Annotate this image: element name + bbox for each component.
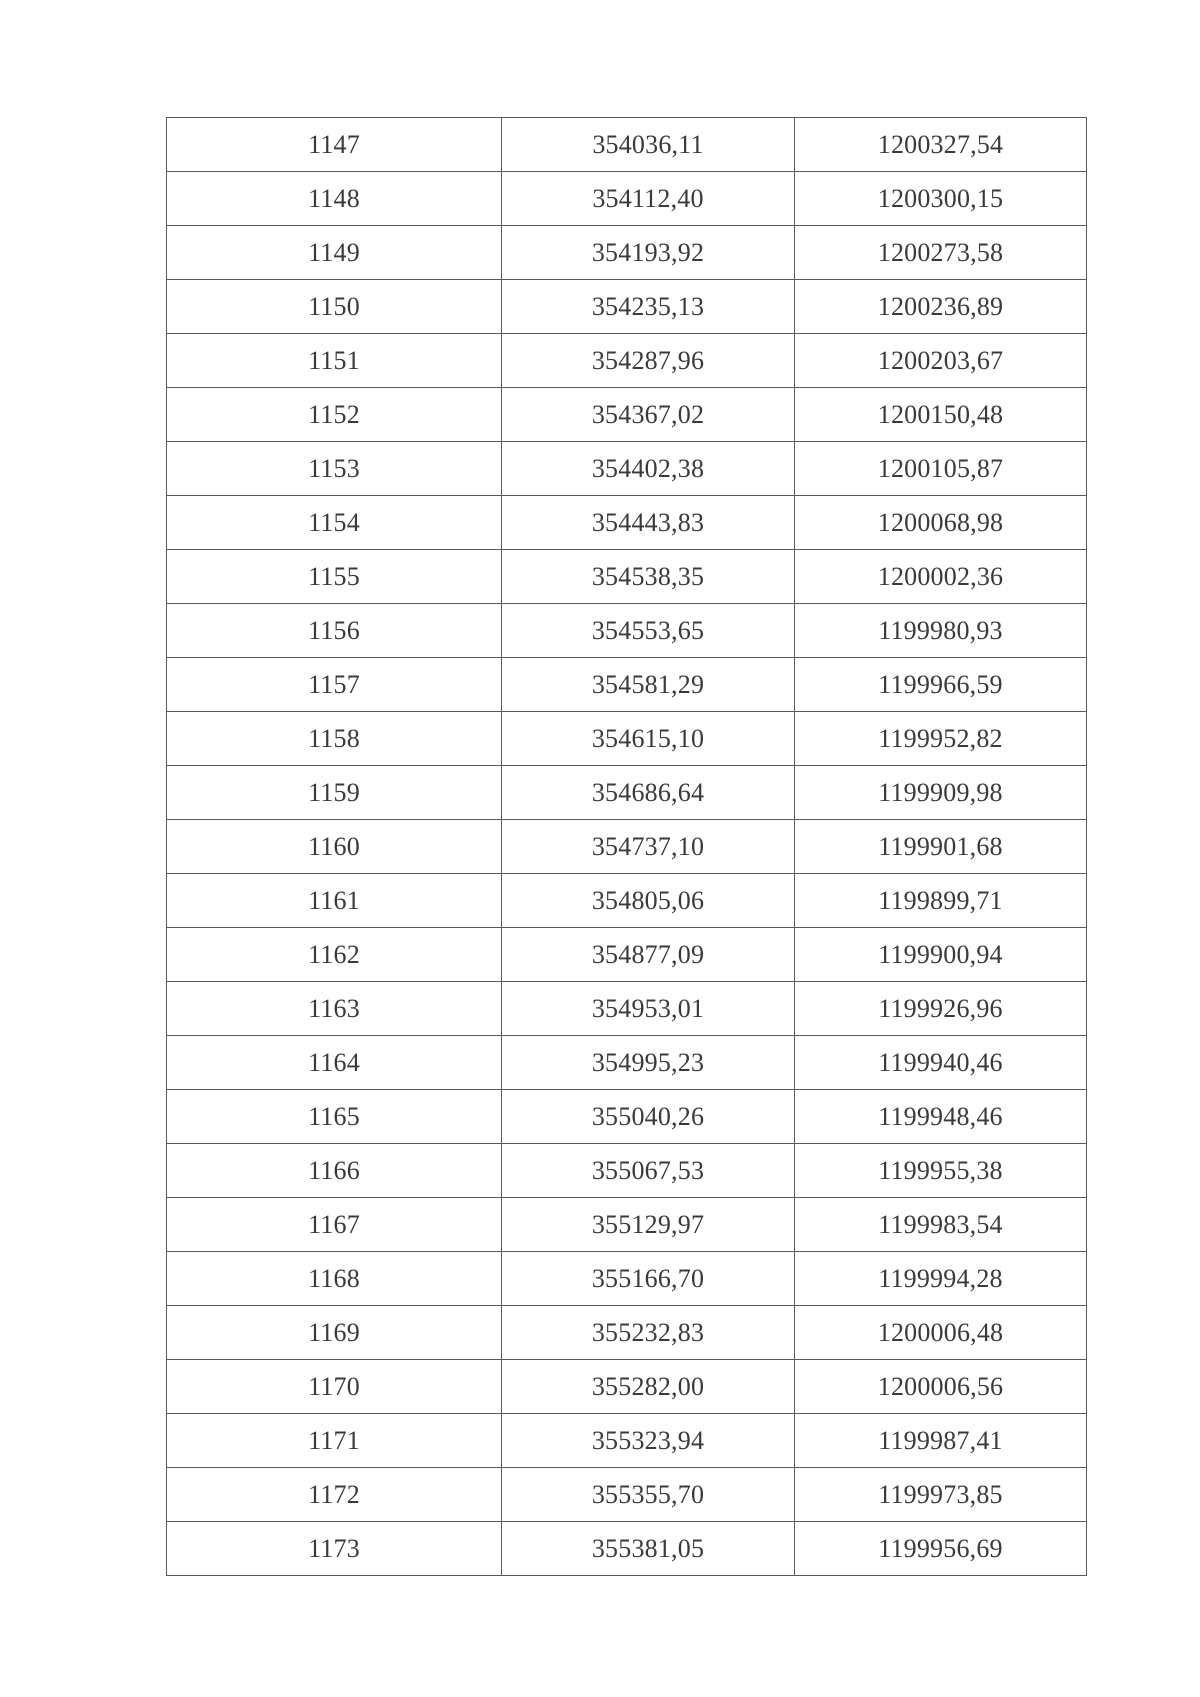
table-row [167,658,1087,712]
table-row [167,442,1087,496]
x-coordinate-cell: 354235,13 [502,280,795,334]
y-coordinate-cell: 1199899,71 [795,874,1087,928]
x-coordinate-cell: 354581,29 [502,658,795,712]
table-row [167,496,1087,550]
point-number-cell: 1161 [167,874,502,928]
x-coordinate-cell: 354686,64 [502,766,795,820]
x-coordinate-cell: 354877,09 [502,928,795,982]
table-row [167,1468,1087,1522]
point-number-cell: 1163 [167,982,502,1036]
x-coordinate-cell: 354112,40 [502,172,795,226]
x-coordinate-cell: 355282,00 [502,1360,795,1414]
point-number-cell: 1148 [167,172,502,226]
point-number-cell: 1159 [167,766,502,820]
point-number-cell: 1150 [167,280,502,334]
table-row [167,982,1087,1036]
table-row [167,1522,1087,1576]
y-coordinate-cell: 1200006,48 [795,1306,1087,1360]
x-coordinate-cell: 354805,06 [502,874,795,928]
point-number-cell: 1169 [167,1306,502,1360]
y-coordinate-cell: 1200203,67 [795,334,1087,388]
point-number-cell: 1171 [167,1414,502,1468]
x-coordinate-cell: 355040,26 [502,1090,795,1144]
x-coordinate-cell: 355166,70 [502,1252,795,1306]
point-number-cell: 1167 [167,1198,502,1252]
x-coordinate-cell: 354193,92 [502,226,795,280]
point-number-cell: 1151 [167,334,502,388]
table-row [167,388,1087,442]
table-row [167,1360,1087,1414]
point-number-cell: 1152 [167,388,502,442]
y-coordinate-cell: 1199926,96 [795,982,1087,1036]
point-number-cell: 1153 [167,442,502,496]
point-number-cell: 1173 [167,1522,502,1576]
table-row [167,550,1087,604]
point-number-cell: 1165 [167,1090,502,1144]
x-coordinate-cell: 355355,70 [502,1468,795,1522]
x-coordinate-cell: 354615,10 [502,712,795,766]
table-row [167,766,1087,820]
y-coordinate-cell: 1200006,56 [795,1360,1087,1414]
y-coordinate-cell: 1199952,82 [795,712,1087,766]
table-row [167,1252,1087,1306]
table-row [167,874,1087,928]
y-coordinate-cell: 1199955,38 [795,1144,1087,1198]
y-coordinate-cell: 1200150,48 [795,388,1087,442]
y-coordinate-cell: 1199900,94 [795,928,1087,982]
x-coordinate-cell: 354367,02 [502,388,795,442]
x-coordinate-cell: 355067,53 [502,1144,795,1198]
point-number-cell: 1168 [167,1252,502,1306]
x-coordinate-cell: 355232,83 [502,1306,795,1360]
coordinates-table [166,117,1087,1576]
table-row [167,820,1087,874]
point-number-cell: 1172 [167,1468,502,1522]
point-number-cell: 1158 [167,712,502,766]
table-row [167,1414,1087,1468]
table-row [167,604,1087,658]
y-coordinate-cell: 1199966,59 [795,658,1087,712]
table-row [167,928,1087,982]
y-coordinate-cell: 1199973,85 [795,1468,1087,1522]
y-coordinate-cell: 1199994,28 [795,1252,1087,1306]
y-coordinate-cell: 1199983,54 [795,1198,1087,1252]
y-coordinate-cell: 1199948,46 [795,1090,1087,1144]
x-coordinate-cell: 354737,10 [502,820,795,874]
x-coordinate-cell: 354953,01 [502,982,795,1036]
y-coordinate-cell: 1199987,41 [795,1414,1087,1468]
y-coordinate-cell: 1200002,36 [795,550,1087,604]
x-coordinate-cell: 354402,38 [502,442,795,496]
point-number-cell: 1154 [167,496,502,550]
table-row [167,172,1087,226]
table-row [167,1036,1087,1090]
x-coordinate-cell: 354995,23 [502,1036,795,1090]
point-number-cell: 1162 [167,928,502,982]
y-coordinate-cell: 1200300,15 [795,172,1087,226]
table-row [167,334,1087,388]
y-coordinate-cell: 1199909,98 [795,766,1087,820]
x-coordinate-cell: 354553,65 [502,604,795,658]
point-number-cell: 1170 [167,1360,502,1414]
table-row [167,118,1087,172]
y-coordinate-cell: 1199940,46 [795,1036,1087,1090]
x-coordinate-cell: 354287,96 [502,334,795,388]
point-number-cell: 1164 [167,1036,502,1090]
x-coordinate-cell: 355129,97 [502,1198,795,1252]
point-number-cell: 1166 [167,1144,502,1198]
table-row [167,280,1087,334]
point-number-cell: 1155 [167,550,502,604]
table-row [167,1144,1087,1198]
y-coordinate-cell: 1200105,87 [795,442,1087,496]
y-coordinate-cell: 1199956,69 [795,1522,1087,1576]
point-number-cell: 1147 [167,118,502,172]
x-coordinate-cell: 355381,05 [502,1522,795,1576]
table-row [167,226,1087,280]
x-coordinate-cell: 354443,83 [502,496,795,550]
y-coordinate-cell: 1199980,93 [795,604,1087,658]
point-number-cell: 1149 [167,226,502,280]
x-coordinate-cell: 355323,94 [502,1414,795,1468]
x-coordinate-cell: 354538,35 [502,550,795,604]
table-row [167,712,1087,766]
y-coordinate-cell: 1200236,89 [795,280,1087,334]
y-coordinate-cell: 1199901,68 [795,820,1087,874]
point-number-cell: 1160 [167,820,502,874]
x-coordinate-cell: 354036,11 [502,118,795,172]
coordinates-table-body [167,118,1087,1576]
y-coordinate-cell: 1200327,54 [795,118,1087,172]
y-coordinate-cell: 1200273,58 [795,226,1087,280]
table-row [167,1198,1087,1252]
point-number-cell: 1157 [167,658,502,712]
table-row [167,1090,1087,1144]
point-number-cell: 1156 [167,604,502,658]
table-row [167,1306,1087,1360]
y-coordinate-cell: 1200068,98 [795,496,1087,550]
